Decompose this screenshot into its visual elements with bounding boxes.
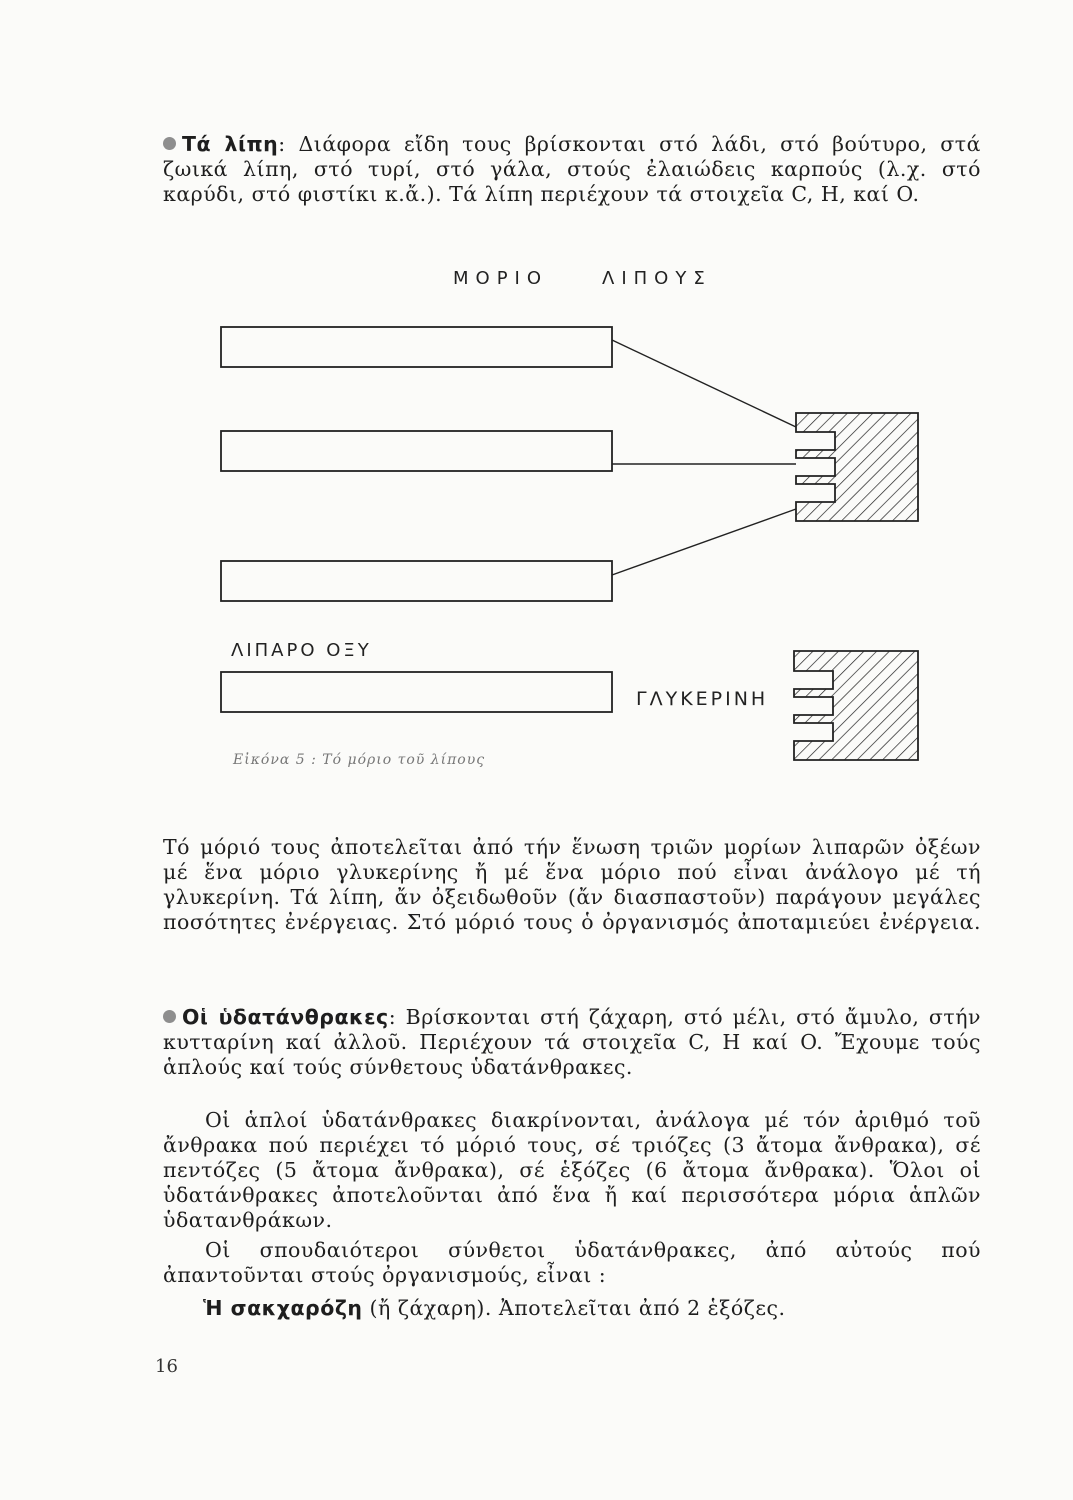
figure-title-left: ΜΟΡΙΟ [453, 268, 549, 289]
bond-line-1 [612, 340, 796, 427]
figure-title-right: ΛΙΠΟΥΣ [602, 268, 712, 289]
glycerin-label: ΓΛΥΚΕΡΙΝΗ [636, 688, 769, 710]
bond-line-3 [612, 509, 796, 575]
fat-molecule-paragraph: Τό μόριό τους ἀποτελεῖται ἀπό τήν ἕνωση τριῶν μορίων λιπαρῶν ὀξέων μέ ἕνα μόριο γλυκερίνης ἤ μέ ἕνα μόριο πού εἶναι ἀνάλογο μέ τή γλυκερίνη. Τά λίπη, ἄν ὀξειδωθοῦν (ἄν διασπαστοῦν) παράγουν μεγάλες ποσότητες ἐνέργειας. Στό μόριό τους ὁ ὀργανισμός ἀποταμιεύει ἐνέργεια. [163, 835, 981, 934]
carbohydrates-text: : Βρίσκονται στή ζάχαρη, στό μέλι, στό ἄμυλο, στήν κυτταρίνη καί ἀλλοῦ. Περιέχουν τά στοιχεῖα C, H καί O. Ἔχουμε τούς ἁπλούς καί τούς σύνθετους ὑδατάνθρακες. [163, 1005, 981, 1079]
page-number: 16 [155, 1356, 178, 1377]
sucrose-paragraph [203, 1296, 903, 1321]
bullet-icon [163, 1010, 176, 1023]
fats-text: : Διάφορα εἴδη τους βρίσκονται στό λάδι, στό βούτυρο, στά ζωικά λίπη, στό τυρί, στό γάλα, στούς ἐλαιώδεις καρπούς (λ.χ. στό καρύδι, στό φιστίκι κ.ἄ.). Τά λίπη περιέχουν τά στοιχεῖα C, H, καί O. [163, 132, 981, 206]
fatty-acid-bar-3 [221, 561, 612, 601]
glycerin-block-free [794, 651, 918, 760]
complex-carbohydrates-paragraph: Οἱ σπουδαιότεροι σύνθετοι ὑδατάνθρακες, ἀπό αὐτούς πού ἀπαντοῦνται στούς ὀργανισμούς, εἶναι : [163, 1238, 981, 1287]
sucrose-term: Ἡ σακχαρόζη [203, 1296, 363, 1320]
fatty-acid-label: ΛΙΠΑΡΟ ΟΞΥ [231, 640, 372, 661]
fatty-acid-bar-free [221, 672, 612, 712]
carbohydrates-term: Οἱ ὑδατάνθρακες [182, 1005, 389, 1029]
simple-carbohydrates-paragraph: Οἱ ἁπλοί ὑδατάνθρακες διακρίνονται, ἀνάλογα μέ τόν ἀριθμό τοῦ ἄνθρακα πού περιέχει τό μόριό τους, σέ τριόζες (3 ἄτομα ἄνθρακα), σέ πεντόζες (5 ἄτομα ἄνθρακα), σέ ἑξόζες (6 ἄτομα ἄνθρακα). Ὅλοι οἱ ὑδατάνθρακες ἀποτελοῦνται ἀπό ἕνα ἤ καί περισσότερα μόρια ἁπλῶν ὑδατανθράκων. [163, 1108, 981, 1232]
carbohydrates-paragraph [163, 1005, 981, 1080]
sucrose-text: (ἤ ζάχαρη). Ἀποτελεῖται ἀπό 2 ἑξόζες. [362, 1296, 786, 1320]
fatty-acid-bar-2 [221, 431, 612, 471]
glycerin-block-bonded [796, 413, 918, 521]
figure-caption: Εἰκόνα 5 : Τό μόριο τοῦ λίπους [233, 752, 486, 768]
fats-term: Τά λίπη [182, 132, 279, 156]
fatty-acid-bar-1 [221, 327, 612, 367]
